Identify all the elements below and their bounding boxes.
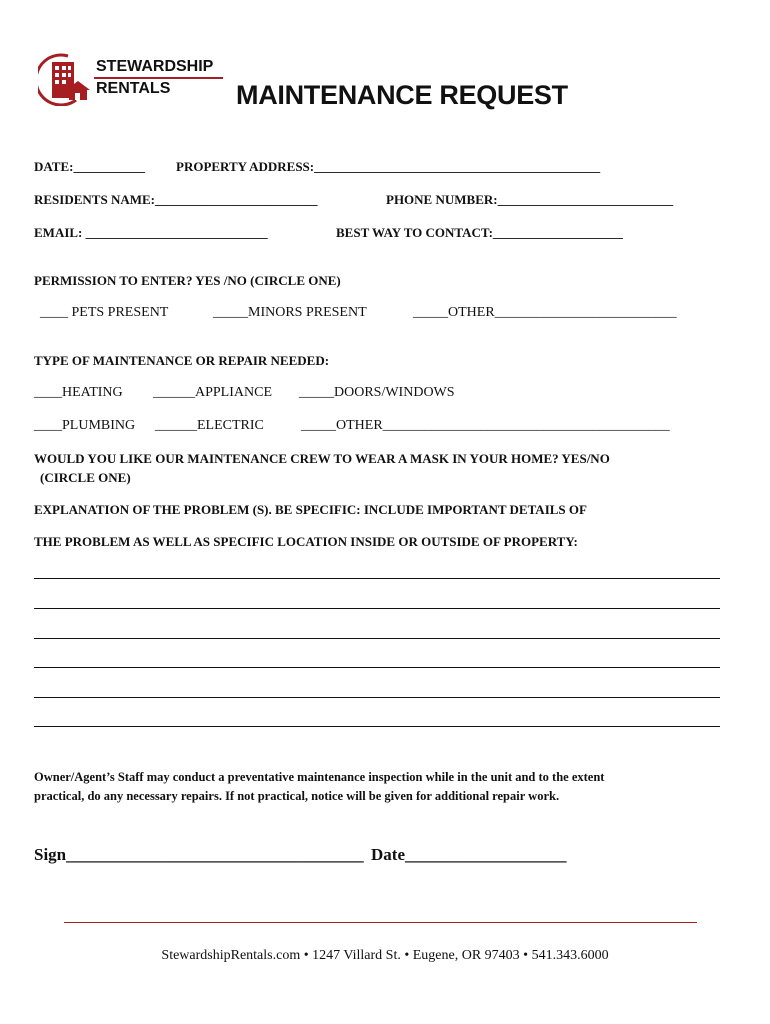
doors-windows-option[interactable]: _____DOORS/WINDOWS [299,385,455,400]
explanation-line[interactable] [34,638,720,639]
permission-question: PERMISSION TO ENTER? YES /NO (CIRCLE ONE) [34,273,341,288]
inspection-notice-line-2: practical, do any necessary repairs. If not practical, notice will be given for additional repair work. [34,789,560,803]
pets-present-option[interactable]: ____ PETS PRESENT [40,305,169,320]
brand-line-2: RENTALS [96,80,171,97]
brand-line-1: STEWARDSHIP [96,58,214,75]
explanation-line[interactable] [34,667,720,668]
signature-date-field[interactable]: Date___________________ [371,845,567,864]
best-way-to-contact-field[interactable]: BEST WAY TO CONTACT:____________________ [336,225,623,240]
mask-question-hint: (CIRCLE ONE) [40,470,131,485]
residents-name-field[interactable]: RESIDENTS NAME:_________________________ [34,192,318,207]
electric-option[interactable]: ______ELECTRIC [155,418,264,433]
mask-question: WOULD YOU LIKE OUR MAINTENANCE CREW TO WEAR A MASK IN YOUR HOME? YES/NO [34,451,610,466]
phone-number-field[interactable]: PHONE NUMBER:___________________________ [386,192,674,207]
appliance-option[interactable]: ______APPLIANCE [153,385,273,400]
date-field[interactable]: DATE:___________ [34,159,145,174]
minors-present-option[interactable]: _____MINORS PRESENT [213,305,367,320]
explanation-line[interactable] [34,578,720,579]
sign-field[interactable]: Sign___________________________________ [34,845,364,864]
explanation-line[interactable] [34,697,720,698]
explanation-prompt-line-1: EXPLANATION OF THE PROBLEM (S). BE SPECIFIC: INCLUDE IMPORTANT DETAILS OF [34,502,587,517]
heating-option[interactable]: ____HEATING [34,385,123,400]
property-address-field[interactable]: PROPERTY ADDRESS:____________________________________________ [176,159,601,174]
email-field[interactable]: EMAIL: ____________________________ [34,225,268,240]
maintenance-type-heading: TYPE OF MAINTENANCE OR REPAIR NEEDED: [34,353,330,368]
explanation-line[interactable] [34,608,720,609]
footer-divider [64,922,697,923]
maintenance-other-option[interactable]: _____OTHER_________________________________________ [301,418,670,433]
explanation-prompt-line-2: THE PROBLEM AS WELL AS SPECIFIC LOCATION INSIDE OR OUTSIDE OF PROPERTY: [34,534,578,549]
footer-contact: StewardshipRentals.com • 1247 Villard St. • Eugene, OR 97403 • 541.343.6000 [161,948,609,963]
page-title: MAINTENANCE REQUEST [236,80,568,110]
plumbing-option[interactable]: ____PLUMBING [34,418,136,433]
explanation-line[interactable] [34,726,720,727]
inspection-notice-line-1: Owner/Agent’s Staff may conduct a preventative maintenance inspection while in the unit and to the extent [34,770,605,784]
permission-other-option[interactable]: _____OTHER__________________________ [413,305,677,320]
